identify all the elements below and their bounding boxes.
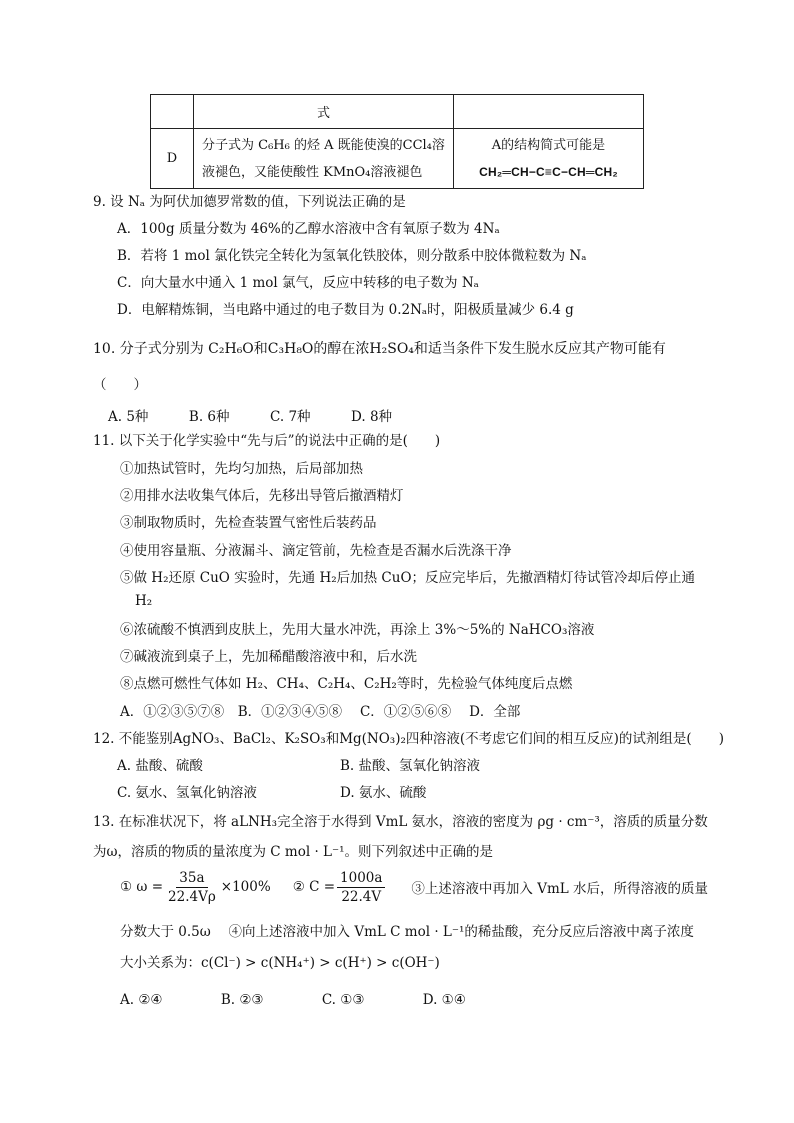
q13-f1-suffix: ×100%	[220, 879, 271, 895]
q13-f1-prefix: ① ω =	[120, 879, 164, 895]
fraction-denominator: 22.4V	[341, 888, 382, 905]
q13-f2-prefix: ② C =	[292, 879, 336, 895]
table-cell-empty	[151, 95, 194, 129]
q12-option-d: D. 氨水、硫酸	[340, 785, 427, 801]
q13-line2: 为ω，溶质的物质的量浓度为 C mol · L⁻¹。则下列叙述中正确的是	[93, 844, 494, 860]
q10-options: A. 5种 B. 6种 C. 7种 D. 8种	[108, 409, 393, 425]
table-row-label: D	[151, 129, 194, 189]
q12-option-a: A. 盐酸、硫酸	[117, 758, 203, 774]
q11-item: ⑥浓硫酸不慎洒到皮肤上，先用大量水冲洗，再涂上 3%～5%的 NaHCO₃溶液	[120, 622, 595, 638]
q10-stem: 10. 分子式分别为 C₂H₆O和C₃H₈O的醇在浓H₂SO₄和适当条件下发生脱水反应其产物可能有	[93, 341, 666, 357]
table-row-description: 分子式为 C₆H₆ 的烃 A 既能使溴的CCl₄溶液褪色，又能使酸性 KMnO₄溶液褪色	[202, 137, 445, 180]
q11-item: ⑤做 H₂还原 CuO 实验时，先通 H₂后加热 CuO；反应完毕后，先撤酒精灯待试管冷却后停止通	[120, 570, 696, 586]
q11-item: ②用排水法收集气体后，先移出导管后撤酒精灯	[120, 488, 404, 504]
q9-stem: 9. 设 Nₐ 为阿伏加德罗常数的值，下列说法正确的是	[93, 194, 406, 210]
fraction-numerator: 1000a	[337, 869, 385, 888]
comparison-table	[150, 94, 644, 189]
q11-item-continuation: H₂	[135, 593, 153, 609]
q11-item: ③制取物质时，先检查装置气密性后装药品	[120, 515, 377, 531]
table-row-result-label: A的结构简式可能是	[491, 137, 606, 153]
q9-option-d: D．电解精炼铜，当电路中通过的电子数目为 0.2Nₐ时，阳极质量减少 6.4 g	[117, 302, 574, 318]
q13-statement-3: ③上述溶液中再加入 VmL 水后，所得溶液的质量	[411, 881, 709, 897]
q10-blank: （ ）	[93, 377, 147, 393]
q11-item: ④使用容量瓶、分液漏斗、滴定管前，先检查是否漏水后洗涤干净	[120, 543, 512, 559]
q9-option-b: B．若将 1 mol 氯化铁完全转化为氢氧化铁胶体，则分散系中胶体微粒数为 Nₐ	[117, 248, 587, 264]
structural-formula: CH₂═CH−C≡C−CH═CH₂	[479, 164, 618, 179]
q11-options: A．①②③⑤⑦⑧ B．①②③④⑤⑧ C．①②⑤⑥⑧ D．全部	[120, 704, 521, 720]
q13-options: A. ②④ B. ②③ C. ①③ D. ①④	[120, 992, 466, 1008]
q11-item: ⑦碱液流到桌子上，先加稀醋酸溶液中和，后水洗	[120, 649, 417, 665]
fraction-numerator: 35a	[176, 869, 207, 888]
q13-line1: 13. 在标准状况下，将 aLNH₃完全溶于水得到 VmL 氨水，溶液的密度为 ρg · cm⁻³，溶质的质量分数	[93, 814, 708, 830]
fraction-denominator: 22.4Vρ	[168, 888, 216, 905]
q11-item: ①加热试管时，先均匀加热，后局部加热	[120, 461, 363, 477]
q11-item: ⑧点燃可燃性气体如 H₂、CH₄、C₂H₄、C₂H₂等时，先检验气体纯度后点燃	[120, 676, 573, 692]
q9-option-a: A．100g 质量分数为 46%的乙醇水溶液中含有氧原子数为 4Nₐ	[117, 221, 500, 237]
table-cell-empty	[454, 95, 644, 129]
q11-stem: 11. 以下关于化学实验中“先与后”的说法中正确的是( )	[93, 433, 441, 449]
q12-option-b: B. 盐酸、氢氧化钠溶液	[340, 758, 481, 774]
q12-stem: 12. 不能鉴别AgNO₃、BaCl₂、K₂SO₃和Mg(NO₃)₂四种溶液(不考虑它们间的相互反应)的试剂组是( )	[93, 731, 724, 747]
q13-line5: 大小关系为：c(Cl⁻) > c(NH₄⁺) > c(H⁺) > c(OH⁻)	[120, 955, 440, 971]
q13-formula-row	[120, 865, 708, 909]
q9-option-c: C．向大量水中通入 1 mol 氯气，反应中转移的电子数为 Nₐ	[117, 275, 479, 291]
table-header-formula: 式	[194, 95, 454, 129]
q13-fraction-2	[337, 869, 385, 906]
q13-line4: 分数大于 0.5ω ④向上述溶液中加入 VmL C mol · L⁻¹的稀盐酸，充分反应后溶液中离子浓度	[120, 924, 694, 940]
q13-fraction-1	[165, 869, 219, 906]
q12-option-c: C. 氨水、氢氧化钠溶液	[117, 785, 257, 801]
